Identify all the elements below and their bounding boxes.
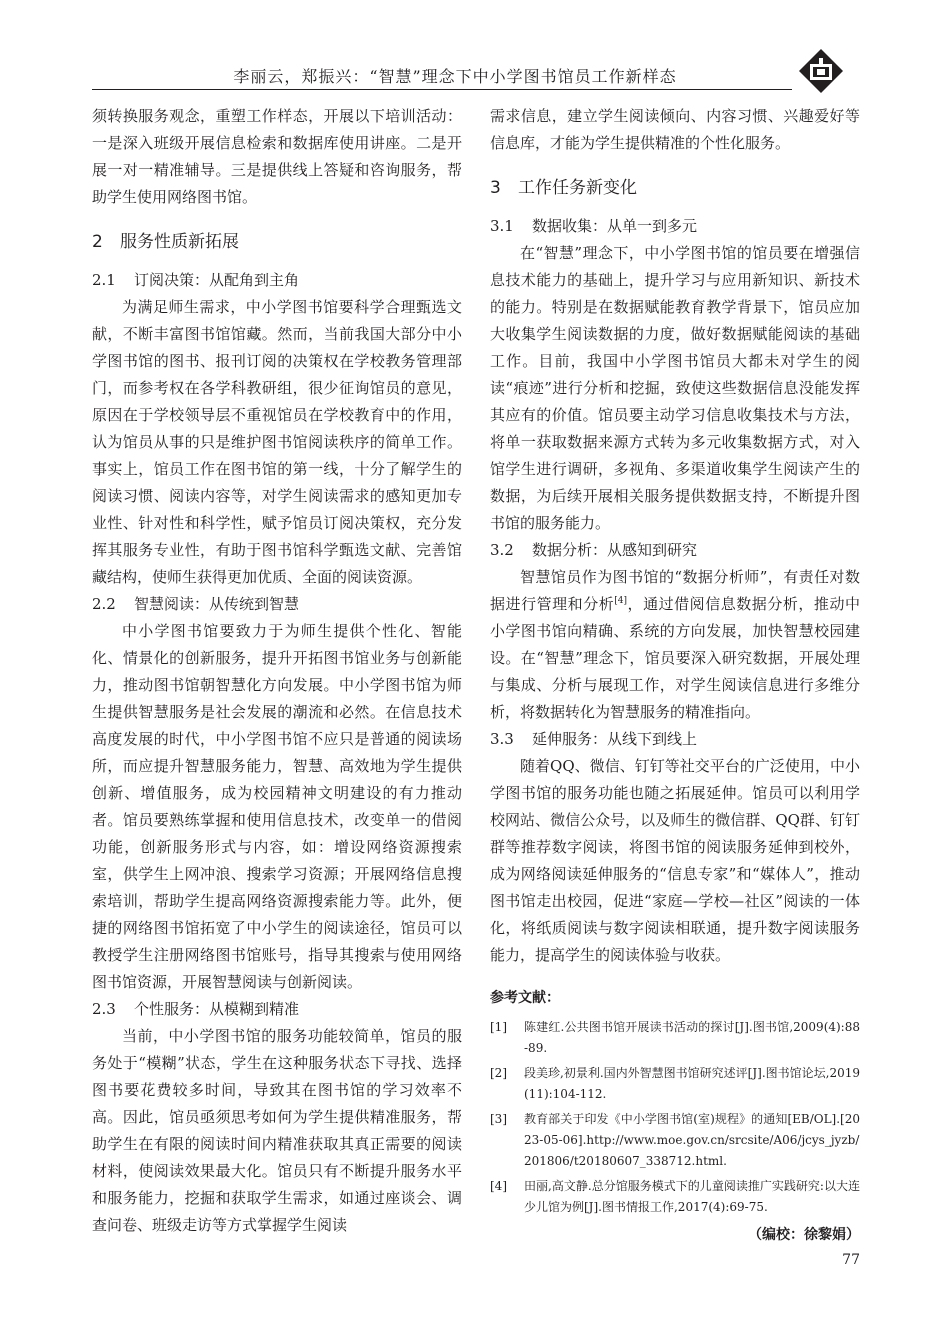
paragraph-text: ，通过借阅信息数据分析，推动中小学图书馆向精确、系统的方向发展，加快智慧校园建设。在“智慧”理念下，馆员要深入研究数据，开展处理与集成、分析与展现工作，对学生阅读信息进行多维分析，将数据转化为智慧服务的精准指向。: [490, 595, 860, 721]
section-3-heading: [490, 175, 860, 201]
reference-text: 教育部关于印发《中小学图书馆(室)规程》的通知[EB/OL].[2023-05-06].http://www.moe.gov.cn/srcsite/A06/jcys_jyzb/201806/t20180607_338712.html.: [524, 1112, 860, 1168]
section-number: 2: [92, 232, 103, 252]
section-title: 工作任务新变化: [518, 178, 637, 198]
reference-number: [3]: [490, 1112, 507, 1126]
paragraph: 在“智慧”理念下，中小学图书馆的馆员要在增强信息技术能力的基础上，提升学习与应用新知识、新技术的能力。特别是在数据赋能教育教学背景下，馆员应加大收集学生阅读数据的力度，做好数据赋能阅读的基础工作。目前，我国中小学图书馆员大都未对学生的阅读“痕迹”进行分析和挖掘，致使这些数据信息没能发挥其应有的价值。馆员要主动学习信息收集技术与方法，将单一获取数据来源方式转为多元收集数据方式，对入馆学生进行调研，多视角、多渠道收集学生阅读产生的数据，为后续开展相关服务提供数据支持，不断提升图书馆的服务能力。: [490, 244, 860, 532]
subsection-2-3-heading: [92, 996, 462, 1023]
intro-paragraph: 须转换服务观念，重塑工作样态，开展以下培训活动：一是深入班级开展信息检索和数据库使用讲座。二是开展一对一精准辅导。三是提供线上答疑和咨询服务，帮助学生使用网络图书馆。: [92, 107, 462, 206]
continuation-paragraph: 需求信息，建立学生阅读倾向、内容习惯、兴趣爱好等信息库，才能为学生提供精准的个性化服务。: [490, 107, 860, 152]
references-list: [490, 1017, 860, 1218]
header-divider: [92, 89, 792, 90]
running-header-title: 李丽云，郑振兴：“智慧”理念下中小学图书馆员工作新样态: [233, 67, 677, 86]
subsection-title: 延伸服务：从线下到线上: [532, 730, 698, 748]
reference-item: [490, 1063, 860, 1105]
subsection-3-3-heading: [490, 726, 860, 753]
right-column: [490, 103, 860, 1270]
paragraph: 随着QQ、微信、钉钉等社交平台的广泛使用，中小学图书馆的服务功能也随之拓展延伸。馆员可以利用学校网站、微信公众号，以及师生的微信群、QQ群、钉钉群等推荐数字阅读，将图书馆的阅读服务延伸到校外，成为网络阅读延伸服务的“信息专家”和“媒体人”，推动图书馆走出校园，促进“家庭—学校—社区”阅读的一体化，将纸质阅读与数字阅读相联通，提升数字阅读服务能力，提高学生的阅读体验与收获。: [490, 757, 860, 964]
paragraph: 中小学图书馆要致力于为师生提供个性化、智能化、情景化的创新服务，提升开拓图书馆业务与创新能力，推动图书馆朝智慧化方向发展。中小学图书馆为师生提供智慧服务是社会发展的潮流和必然。在信息技术高度发展的时代，中小学图书馆不应只是普通的阅读场所，而应提升智慧服务能力，智慧、高效地为学生提供创新、增值服务，成为校园精神文明建设的有力推动者。馆员要熟练掌握和使用信息技术，改变单一的借阅功能，创新服务形式与内容，如：增设网络资源搜索室，供学生上网冲浪、搜索学习资源；开展网络信息搜索培训，帮助学生提高网络资源搜索能力等。此外，便捷的网络图书馆拓宽了中小学生的阅读途径，馆员可以教授学生注册网络图书馆账号，指导其搜索与使用网络图书馆资源，开展智慧阅读与创新阅读。: [92, 622, 462, 991]
subsection-title: 订阅决策：从配角到主角: [134, 271, 300, 289]
section-number: 3: [490, 178, 501, 198]
subsection-title: 个性服务：从模糊到精准: [134, 1000, 300, 1018]
paragraph: [490, 564, 860, 726]
subsection-number: 3.2: [490, 541, 514, 559]
subsection-number: 2.3: [92, 1000, 116, 1018]
reference-text: 田丽,高文静.总分馆服务模式下的儿童阅读推广实践研究:以大连少儿馆为例[J].图书情报工作,2017(4):69-75.: [524, 1179, 860, 1214]
subsection-title: 数据收集：从单一到多元: [532, 217, 698, 235]
subsection-title: 智慧阅读：从传统到智慧: [134, 595, 300, 613]
subsection-number: 3.3: [490, 730, 514, 748]
page-number: 77: [842, 1252, 860, 1268]
citation-link[interactable]: [4]: [614, 596, 628, 606]
subsection-2-2-heading: [92, 591, 462, 618]
subsection-3-1-heading: [490, 213, 860, 240]
reference-text: 陈建红.公共图书馆开展读书活动的探讨[J].图书馆,2009(4):88-89.: [524, 1020, 860, 1055]
reference-item: [490, 1017, 860, 1059]
left-column: [92, 103, 462, 1239]
paragraph: 为满足师生需求，中小学图书馆要科学合理甄选文献，不断丰富图书馆馆藏。然而，当前我国大部分中小学图书馆的图书、报刊订阅的决策权在学校教务管理部门，而参考权在各学科教研组，很少征询馆员的意见，原因在于学校领导层不重视馆员在学校教育中的作用，认为馆员从事的只是维护图书馆阅读秩序的简单工作。事实上，馆员工作在图书馆的第一线，十分了解学生的阅读习惯、阅读内容等，对学生阅读需求的感知更加专业性、针对性和科学性，赋予馆员订阅决策权，充分发挥其服务专业性，有助于图书馆科学甄选文献、完善馆藏结构，使师生获得更加优质、全面的阅读资源。: [92, 298, 462, 586]
reference-number: [4]: [490, 1179, 507, 1193]
paragraph: 当前，中小学图书馆的服务功能较简单，馆员的服务处于“模糊”状态，学生在这种服务状态下寻找、选择图书要花费较多时间，导致其在图书馆的学习效率不高。因此，馆员亟须思考如何为学生提供精准服务，帮助学生在有限的阅读时间内精准获取其真正需要的阅读材料，使阅读效果最大化。馆员只有不断提升服务水平和服务能力，挖掘和获取学生需求，如通过座谈会、调查问卷、班级走访等方式掌握学生阅读: [92, 1027, 462, 1234]
subsection-3-2-heading: [490, 537, 860, 564]
references-heading: 参考文献：: [490, 990, 560, 1006]
journal-logo-icon: [798, 48, 844, 94]
reference-text: 段美珍,初景利.国内外智慧图书馆研究述评[J].图书馆论坛,2019(11):104-112.: [524, 1066, 860, 1101]
subsection-number: 3.1: [490, 217, 514, 235]
section-2-heading: [92, 229, 462, 255]
editor-note: （编校：徐黎娟）: [748, 1227, 860, 1243]
reference-number: [1]: [490, 1020, 507, 1034]
reference-item: [490, 1176, 860, 1218]
subsection-2-1-heading: [92, 267, 462, 294]
subsection-number: 2.1: [92, 271, 116, 289]
reference-number: [2]: [490, 1066, 507, 1080]
subsection-number: 2.2: [92, 595, 116, 613]
subsection-title: 数据分析：从感知到研究: [532, 541, 698, 559]
reference-item: [490, 1109, 860, 1172]
paragraph-text: 智慧馆员作为图书馆的“数据分析师”，有责任对数据进行管理和分析: [490, 568, 860, 613]
section-title: 服务性质新拓展: [120, 232, 239, 252]
